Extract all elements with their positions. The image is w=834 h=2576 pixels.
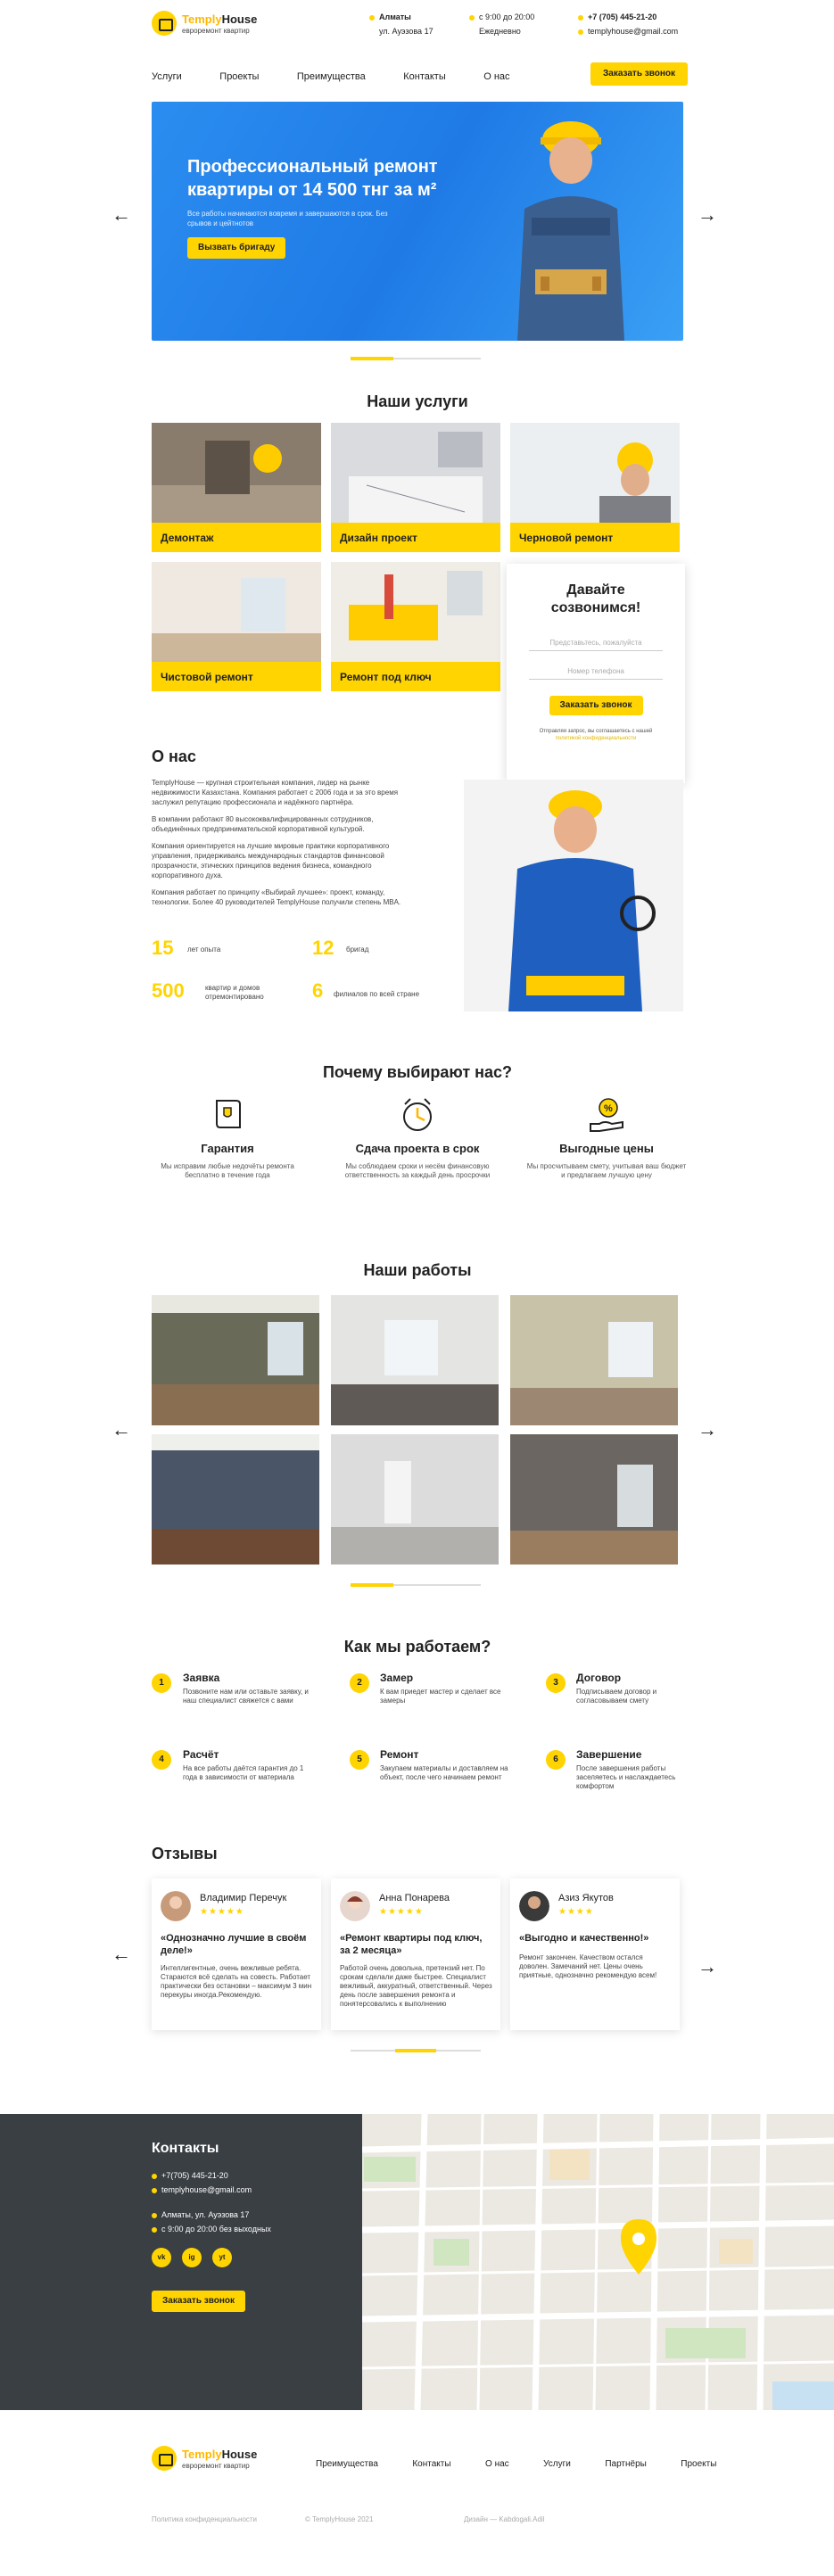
works-prev-arrow[interactable]: ← <box>111 1418 131 1441</box>
service-image <box>331 423 500 523</box>
about-paragraph: TemplyHouse — крупная строительная компания, лидер на рынке недвижимости Казахстана. Компания работает с 2006 года и за это время заслужил репутацию профессионала и надёжного партнёра. <box>152 779 399 806</box>
header-address: Алматы <box>369 12 411 21</box>
footer-logo-icon[interactable] <box>152 2446 177 2471</box>
works-next-arrow[interactable]: → <box>698 1418 717 1441</box>
footer-nav-contacts[interactable]: Контакты <box>412 2459 451 2469</box>
stat-label: квартир и домов отремонтировано <box>205 984 264 1001</box>
rating-stars: ★★★★ <box>558 1907 594 1917</box>
review-text: Ремонт закончен. Качеством остался доволен. Замечаний нет. Цены очень приятные, однозначно рекомендую всем! <box>519 1953 657 1979</box>
why-item-title: Сдача проекта в срок <box>355 1142 480 1155</box>
nav-item-services[interactable]: Услуги <box>152 71 182 82</box>
step-number: 2 <box>350 1673 369 1693</box>
hero-banner <box>152 102 683 341</box>
vk-icon[interactable]: vk <box>152 2248 171 2267</box>
about-paragraph: В компании работают 80 высококвалифицированных сотрудников, объединённых предпринимательской корпоративной культурой. <box>152 815 374 833</box>
consent-text: Отправляя запрос, вы соглашаетесь с нашей политикой конфиденциальности <box>539 729 653 741</box>
callback-title: Давайте созвонимся! <box>550 582 641 615</box>
location-icon <box>152 2213 157 2218</box>
why-item-title: Выгодные цены <box>559 1142 654 1155</box>
logo-icon[interactable] <box>152 11 177 36</box>
service-image <box>510 423 680 523</box>
reviews-slider-progress <box>351 2050 481 2052</box>
step-title: Договор <box>576 1672 622 1684</box>
header-callback-button[interactable]: Заказать звонок <box>590 62 688 86</box>
header-street: ул. Ауэзова 17 <box>379 27 434 36</box>
location-icon <box>369 15 375 21</box>
header-hours: с 9:00 до 20:00 <box>469 12 534 21</box>
footer-nav-projects[interactable]: Проекты <box>681 2459 717 2469</box>
header-email[interactable]: templyhouse@gmail.com <box>578 27 678 36</box>
work-photo[interactable] <box>510 1434 678 1565</box>
rating-stars: ★★★★★ <box>379 1907 424 1917</box>
stat-label: лет опыта <box>187 945 221 954</box>
footer-nav-services[interactable]: Услуги <box>543 2459 571 2469</box>
rating-stars: ★★★★★ <box>200 1907 244 1917</box>
service-card-turnkey[interactable] <box>331 562 500 691</box>
why-item-prices <box>526 1095 687 1180</box>
footer-nav-about[interactable]: О нас <box>485 2459 509 2469</box>
contacts-phone[interactable]: +7(705) 445-21-20 <box>152 2171 228 2180</box>
step-number: 3 <box>546 1673 566 1693</box>
step-title: Завершение <box>576 1748 642 1761</box>
avatar <box>519 1891 549 1921</box>
avatar <box>161 1891 191 1921</box>
copyright: © TemplyHouse 2021 <box>305 2515 374 2523</box>
header-phone[interactable]: +7 (705) 445-21-20 <box>578 12 656 21</box>
header-hours-note: Ежедневно <box>479 27 521 36</box>
footer-nav-partners[interactable]: Партнёры <box>605 2459 647 2469</box>
why-item-text: Мы просчитываем смету, учитывая ваш бюджет и предлагаем лучшую цену <box>526 1162 687 1179</box>
stat-number: 15 <box>152 937 174 959</box>
phone-icon <box>578 15 583 21</box>
service-label: Демонтаж <box>152 523 321 552</box>
main-nav <box>152 68 544 84</box>
review-text: Интеллигентные, очень вежливые ребята. Стараются всё сделать на совесть. Работает практически без остановки – максимум 3 мин перекуры иногда.Рекомендую. <box>161 1964 312 1999</box>
stat-number: 6 <box>312 979 324 1002</box>
clock-icon <box>469 15 475 21</box>
process-title: Как мы работаем? <box>343 1638 491 1655</box>
step-text: К вам приедет мастер и сделает все замеры <box>380 1688 501 1705</box>
callback-form <box>507 564 685 783</box>
name-field[interactable]: Представьтесь, пожалуйста <box>529 632 663 651</box>
reviews-title: Отзывы <box>152 1845 218 1862</box>
reviewer-name: Владимир Перечук <box>200 1893 287 1903</box>
privacy-link[interactable]: политикой конфиденциальности <box>555 736 637 741</box>
hero-next-arrow[interactable]: → <box>698 203 717 226</box>
about-text <box>152 778 419 914</box>
avatar <box>340 1891 370 1921</box>
footer-tagline: евроремонт квартир <box>182 2462 250 2470</box>
review-card <box>152 1878 321 2030</box>
svg-text:%: % <box>604 1103 613 1114</box>
step-number: 1 <box>152 1673 171 1693</box>
step-text: На все работы даётся гарантия до 1 года в зависимости от материала <box>183 1764 304 1781</box>
design-credit[interactable]: Дизайн — Kabdogali.Adil <box>464 2515 545 2523</box>
about-paragraph: Компания работает по принципу «Выбирай лучшее»: проект, команду, технологии. Более 40 руководителей TemplyHouse получили степень MBA. <box>152 888 401 906</box>
instagram-icon[interactable]: ig <box>182 2248 202 2267</box>
review-headline: «Однозначно лучшие в своём деле!» <box>161 1933 307 1956</box>
step-text: Позвоните нам или оставьте заявку, и наш специалист свяжется с вами <box>183 1688 309 1705</box>
contacts-callback-button[interactable]: Заказать звонок <box>152 2291 245 2312</box>
stat-number: 500 <box>152 979 185 1002</box>
footer-nav <box>316 2455 716 2471</box>
service-image <box>331 562 500 662</box>
why-item-guarantee <box>147 1095 308 1180</box>
contacts-section <box>0 2114 362 2410</box>
step-title: Расчёт <box>183 1748 219 1761</box>
youtube-icon[interactable]: yt <box>212 2248 232 2267</box>
step-text: Закупаем материалы и доставляем на объект, после чего начинаем ремонт <box>380 1764 508 1781</box>
alarm-clock-icon <box>398 1095 437 1135</box>
work-photo[interactable] <box>152 1295 319 1425</box>
callback-submit-button[interactable]: Заказать звонок <box>549 696 643 715</box>
stat-label: филиалов по всей стране <box>334 990 420 998</box>
guarantee-scroll-icon <box>208 1095 247 1135</box>
services-title: Наши услуги <box>367 392 468 410</box>
step-number: 6 <box>546 1750 566 1770</box>
why-title: Почему выбирают нас? <box>322 1063 513 1081</box>
service-label: Дизайн проект <box>331 523 500 552</box>
location-map[interactable] <box>362 2114 834 2410</box>
nav-item-contacts[interactable]: Контакты <box>403 71 446 82</box>
nav-item-projects[interactable]: Проекты <box>219 71 260 82</box>
clock-icon <box>152 2227 157 2233</box>
review-headline: «Ремонт квартиры под ключ, за 2 месяца» <box>340 1933 483 1956</box>
stat-label: бригад <box>346 945 369 954</box>
service-image <box>152 562 321 662</box>
reviews-prev-arrow[interactable]: ← <box>111 1943 131 1965</box>
footer-nav-advantages[interactable]: Преимущества <box>316 2459 378 2469</box>
service-label: Ремонт под ключ <box>331 662 500 691</box>
works-title: Наши работы <box>363 1261 472 1279</box>
service-image <box>152 423 321 523</box>
review-card <box>510 1878 680 2030</box>
contacts-address: Алматы, ул. Ауэзова 17 <box>152 2210 249 2219</box>
work-photo[interactable] <box>152 1434 319 1565</box>
works-slider-progress <box>351 1584 481 1586</box>
step-title: Ремонт <box>380 1748 419 1761</box>
service-card-design[interactable] <box>331 423 500 552</box>
privacy-policy-link[interactable]: Политика конфиденциальности <box>152 2515 258 2523</box>
hero-slider-progress <box>351 358 481 359</box>
hero-title: Профессиональный ремонт квартиры от 14 500 тнг за м² <box>187 157 438 200</box>
stat-number: 12 <box>312 937 334 959</box>
mail-icon <box>152 2188 157 2193</box>
review-card <box>331 1878 500 2030</box>
step-text: Подписываем договор и согласовываем смету <box>576 1688 657 1705</box>
hero-subtitle: Все работы начинаются вовремя и завершаются в срок. Без срывов и цейтнотов <box>187 210 388 227</box>
work-photo[interactable] <box>510 1295 678 1425</box>
logo-tagline: евроремонт квартир <box>182 27 250 35</box>
contacts-email[interactable]: templyhouse@gmail.com <box>152 2185 252 2194</box>
footer-logo-name[interactable]: TemplyHouse <box>182 2448 258 2461</box>
phone-icon <box>152 2174 157 2179</box>
service-card-rough-repair[interactable] <box>510 423 680 552</box>
service-label: Черновой ремонт <box>510 523 680 552</box>
nav-item-about[interactable]: О нас <box>483 71 510 82</box>
about-worker-image <box>464 780 683 1011</box>
reviewer-name: Анна Понарева <box>379 1893 450 1903</box>
reviewer-name: Азиз Якутов <box>558 1893 614 1903</box>
step-number: 5 <box>350 1750 369 1770</box>
service-label: Чистовой ремонт <box>152 662 321 691</box>
work-photo[interactable] <box>331 1295 499 1425</box>
about-title: О нас <box>152 747 196 765</box>
step-title: Заявка <box>183 1672 220 1684</box>
work-photo[interactable] <box>331 1434 499 1565</box>
service-card-demolition[interactable] <box>152 423 321 552</box>
why-item-deadline <box>337 1095 498 1180</box>
contacts-hours: с 9:00 до 20:00 без выходных <box>152 2225 271 2233</box>
mail-icon <box>578 29 583 35</box>
map-image <box>362 2114 834 2410</box>
reviews-next-arrow[interactable]: → <box>698 1955 717 1977</box>
hero-cta-button[interactable]: Вызвать бригаду <box>187 237 285 259</box>
step-number: 4 <box>152 1750 171 1770</box>
step-text: После завершения работы заселяетесь и наслаждаетесь комфортом <box>576 1764 676 1790</box>
why-item-text: Мы исправим любые недочёты ремонта бесплатно в течение года <box>161 1162 294 1179</box>
contacts-title: Контакты <box>152 2141 219 2156</box>
phone-field[interactable]: Номер телефона <box>529 660 663 680</box>
logo-name[interactable]: TemplyHouse <box>182 12 258 26</box>
hero-prev-arrow[interactable]: ← <box>111 203 131 226</box>
service-card-finishing[interactable] <box>152 562 321 691</box>
step-title: Замер <box>380 1672 414 1684</box>
percent-hand-icon <box>587 1095 626 1135</box>
about-paragraph: Компания ориентируется на лучшие мировые практики корпоративного управления, придерживаясь международных стандартов финансовой прозрачности, этических принципов ведения бизнеса, командного корпоративного духа. <box>152 842 390 879</box>
why-item-title: Гарантия <box>201 1142 254 1155</box>
review-headline: «Выгодно и качественно!» <box>519 1933 649 1944</box>
review-text: Работой очень довольна, претензий нет. По срокам сделали даже быстрее. Специалист вежливый, аккуратный, ответственный. Через день после завершения ремонта и понятерсовались к выполнению <box>340 1964 492 2008</box>
nav-item-advantages[interactable]: Преимущества <box>296 71 366 82</box>
why-item-text: Мы соблюдаем сроки и несём финансовую ответственность за каждый день просрочки <box>344 1162 491 1179</box>
hero-worker-image <box>482 102 660 341</box>
